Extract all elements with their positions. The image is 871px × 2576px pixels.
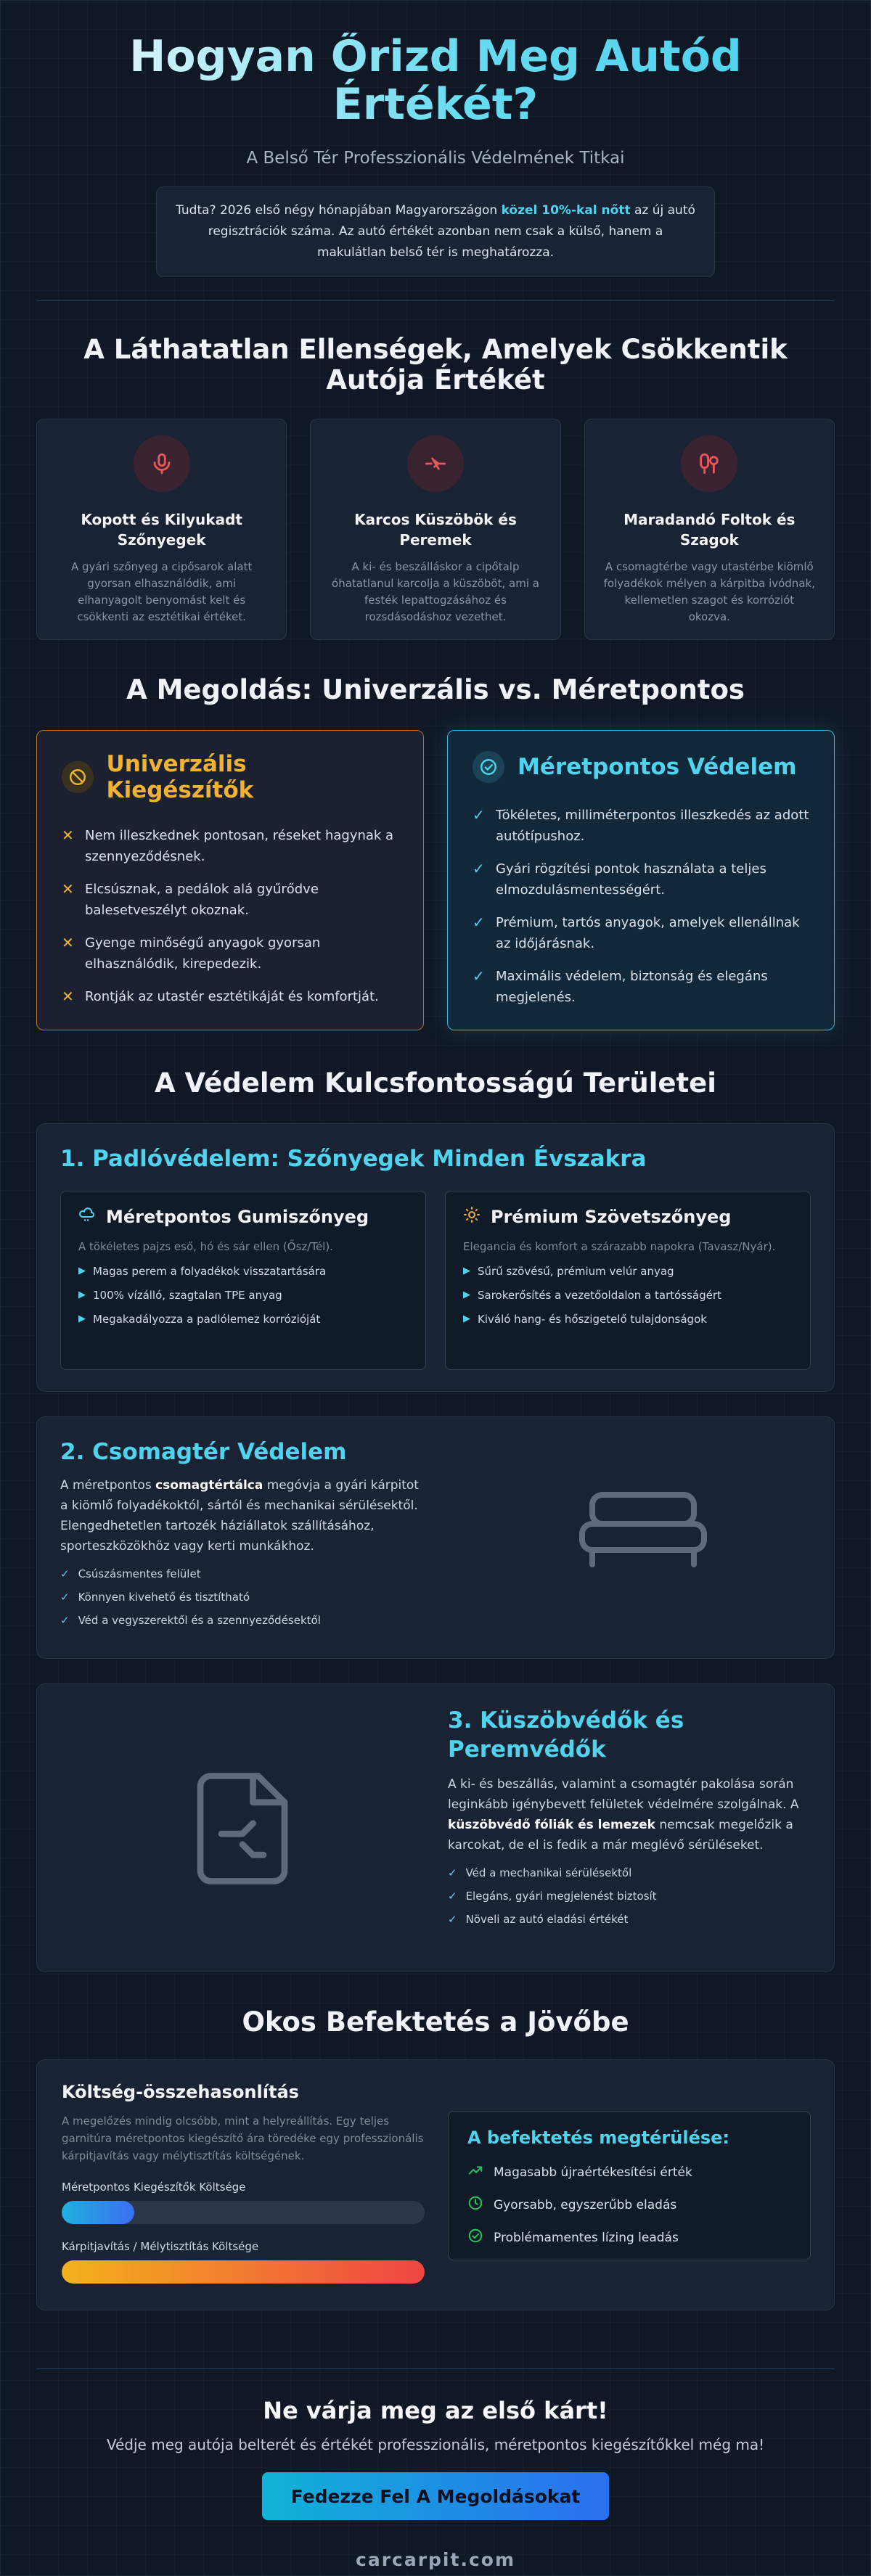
- fitted-title: Méretpontos Védelem: [518, 754, 797, 780]
- sill-desc-bold: küszöbvédő fóliák és lemezek: [448, 1818, 655, 1832]
- cost-title: Költség-összehasonlítás: [62, 2082, 299, 2102]
- roi-item: Magasabb újraértékesítési érték: [467, 2162, 791, 2182]
- list-item: ✓ Véd a vegyszerektől és a szennyeződésektől: [60, 1614, 321, 1627]
- problems-heading: A Láthatatlan Ellenségek, Amelyek Csökkentik Autója Értékét: [83, 334, 788, 395]
- textile-mat-card: [445, 1191, 811, 1370]
- problem-card-stain: [584, 419, 835, 640]
- invest-section: [36, 2059, 835, 2310]
- microphone-icon: [134, 435, 190, 492]
- roi-title: A befektetés megtérülése:: [467, 2128, 730, 2148]
- trunk-protection-section: [36, 1416, 835, 1659]
- intro-highlight: közel 10%-kal nőtt: [501, 203, 631, 218]
- fitted-box: [447, 730, 835, 1030]
- divider: [36, 300, 835, 301]
- triangle-icon: ▶: [78, 1266, 86, 1276]
- sill-list: [448, 1866, 811, 1927]
- clock-icon: [467, 2195, 483, 2215]
- list-item: ✓ Gyári rögzítési pontok használata a teljes elmozdulásmentességért.: [473, 858, 809, 901]
- textile-mat-desc: Elegancia és komfort a szárazabb napokra (Tavasz/Nyár).: [463, 1240, 776, 1253]
- list-item: ✕ Gyenge minőségű anyagok gyorsan elhasználódik, kirepedezik.: [62, 932, 398, 975]
- solution-comparison: [36, 730, 835, 1030]
- problem-card-title: Karcos Küszöbök és Peremek: [354, 511, 517, 549]
- intro-callout: [156, 186, 715, 277]
- list-item: ✓ Elegáns, gyári megjelenést biztosít: [448, 1890, 657, 1903]
- solution-heading: A Megoldás: Univerzális vs. Méretpontos: [126, 674, 745, 705]
- list-item: ✓ Csúszásmentes felület: [60, 1567, 201, 1580]
- problem-cards: [36, 419, 835, 640]
- triangle-icon: ▶: [463, 1313, 470, 1324]
- check-circle-icon: [473, 751, 504, 783]
- triangle-icon: ▶: [78, 1313, 86, 1324]
- list-item: ▶ Megakadályozza a padlólemez korrózióját: [78, 1313, 321, 1326]
- roi-item: Gyorsabb, egyszerűbb eladás: [467, 2195, 791, 2215]
- cost-bar-fill: [62, 2201, 134, 2224]
- check-circle-icon: [467, 2228, 483, 2247]
- bar-label-accessories: Méretpontos Kiegészítők Költsége: [62, 2181, 246, 2194]
- problem-card-text: A ki- és beszálláskor a cipőtalp óhatatlanul karcolja a küszöböt, ami a festék lepattogzásához és rozsdásodáshoz vezethet.: [332, 560, 539, 623]
- trunk-desc-bold: csomagtértálca: [155, 1478, 263, 1493]
- problem-card-carpet: [36, 419, 287, 640]
- rubber-mat-card: [60, 1191, 426, 1370]
- floor-title: 1. Padlóvédelem: Szőnyegek Minden Évszakra: [60, 1146, 647, 1172]
- trunk-title: 2. Csomagtér Védelem: [60, 1439, 347, 1465]
- cross-icon: ✕: [62, 934, 74, 951]
- cta-title: Ne várja meg az első kárt!: [263, 2397, 608, 2424]
- list-item: ▶ Sarokerősítés a vezetőoldalon a tartósságért: [463, 1289, 721, 1302]
- sill-desc: A ki- és beszállás, valamint a csomagtér pakolása során leginkább igénybevett felületek védelmére szolgálnak. A küszöbvédő fóliák és lemezek nemcsak megelőzik a karcokat, de el is fedik a már meglévő sérüléseket.: [448, 1777, 799, 1853]
- triangle-icon: ▶: [463, 1266, 470, 1276]
- stain-icon: [681, 435, 737, 492]
- floor-protection-section: [36, 1123, 835, 1392]
- triangle-icon: ▶: [78, 1289, 86, 1300]
- check-icon: ✓: [448, 1866, 457, 1879]
- cta-button[interactable]: Fedezze Fel A Megoldásokat: [262, 2472, 609, 2520]
- list-item: ✓ Maximális védelem, biztonság és elegáns megjelenés.: [473, 966, 809, 1008]
- sill-protection-section: [36, 1683, 835, 1972]
- list-item: ▶ Kiváló hang- és hőszigetelő tulajdonságok: [463, 1313, 707, 1326]
- page-subtitle: A Belső Tér Professzionális Védelmének Titkai: [246, 149, 625, 168]
- cost-desc: A megelőzés mindig olcsóbb, mint a helyreállítás. Egy teljes garnitúra méretpontos kiegészítő ára töredéke egy professzionális kárpitjavítás vagy mélytisztítás költségének.: [62, 2114, 424, 2162]
- rubber-mat-desc: A tökéletes pajzs eső, hó és sár ellen (Ősz/Tél).: [78, 1240, 333, 1253]
- cta-subtitle: Védje meg autója belterét és értékét professzionális, méretpontos kiegészítőkkel még ma!: [106, 2436, 765, 2453]
- cost-bar-repair: [62, 2260, 425, 2284]
- site-domain: carcarpit.com: [356, 2549, 515, 2570]
- textile-mat-title: Prémium Szövetszőnyeg: [491, 1207, 732, 1227]
- universal-box: [36, 730, 424, 1030]
- file-diff-icon: [179, 1765, 306, 1895]
- check-icon: ✓: [60, 1567, 70, 1580]
- sun-icon: [463, 1206, 481, 1228]
- check-icon: ✓: [473, 860, 485, 877]
- list-item: ✓ Tökéletes, milliméterpontos illeszkedés az adott autótípushoz.: [473, 805, 809, 847]
- check-icon: ✓: [448, 1890, 457, 1903]
- cross-icon: ✕: [62, 826, 74, 844]
- trunk-list: [60, 1567, 423, 1628]
- problem-card-text: A csomagtérbe vagy utastérbe kiömlő folyadékok mélyen a kárpitba ivódnak, kellemetlen szagot és korróziót okozva.: [603, 560, 815, 623]
- ban-icon: [62, 761, 94, 793]
- roi-box: [448, 2111, 811, 2260]
- page-title: Hogyan Őrizd Meg Autód Értékét?: [116, 33, 755, 128]
- list-item: ▶ Magas perem a folyadékok visszatartására: [78, 1265, 327, 1278]
- cross-icon: ✕: [62, 880, 74, 898]
- list-item: ✓ Véd a mechanikai sérülésektől: [448, 1866, 632, 1879]
- check-icon: ✓: [473, 914, 485, 931]
- fitted-list: [473, 805, 809, 1008]
- intro-text-pre: Tudta? 2026 első négy hónapjában Magyarországon: [176, 203, 502, 218]
- scratch-icon: [407, 435, 464, 492]
- rain-icon: [78, 1206, 96, 1228]
- universal-title: Univerzális Kiegészítők: [106, 751, 254, 803]
- list-item: ✕ Nem illeszkednek pontosan, réseket hagynak a szennyeződésnek.: [62, 825, 398, 867]
- trending-up-icon: [467, 2162, 483, 2182]
- sofa-icon: [578, 1486, 708, 1576]
- list-item: ✓ Növeli az autó eladási értékét: [448, 1913, 629, 1926]
- universal-list: [62, 825, 398, 1007]
- check-icon: ✓: [448, 1913, 457, 1926]
- cross-icon: ✕: [62, 988, 74, 1005]
- list-item: ▶ Sűrű szövésű, prémium velúr anyag: [463, 1265, 674, 1278]
- list-item: ✕ Elcsúsznak, a pedálok alá gyűrődve balesetveszélyt okoznak.: [62, 879, 398, 921]
- problem-card-text: A gyári szőnyeg a cipősarok alatt gyorsan elhasználódik, ami elhanyagolt benyomást kelt és csökkenti az esztétikai értéket.: [70, 560, 253, 623]
- areas-heading: A Védelem Kulcsfontosságú Területei: [155, 1067, 716, 1099]
- check-icon: ✓: [60, 1614, 70, 1627]
- bar-label-repair: Kárpitjavítás / Mélytisztítás Költsége: [62, 2240, 259, 2253]
- list-item: ✕ Rontják az utastér esztétikáját és komfortját.: [62, 986, 398, 1007]
- divider: [36, 2368, 835, 2369]
- cost-bar-fill: [62, 2260, 425, 2284]
- rubber-mat-title: Méretpontos Gumiszőnyeg: [106, 1207, 369, 1227]
- check-icon: ✓: [60, 1591, 70, 1604]
- check-icon: ✓: [473, 806, 485, 824]
- invest-heading: Okos Befektetés a Jövőbe: [242, 2006, 629, 2038]
- triangle-icon: ▶: [463, 1289, 470, 1300]
- list-item: ✓ Prémium, tartós anyagok, amelyek ellenállnak az időjárásnak.: [473, 912, 809, 954]
- problem-card-title: Maradandó Foltok és Szagok: [623, 511, 796, 549]
- check-icon: ✓: [473, 967, 485, 985]
- problem-card-title: Kopott és Kilyukadt Szőnyegek: [81, 511, 242, 549]
- roi-item: Problémamentes lízing leadás: [467, 2228, 791, 2247]
- list-item: ▶ 100% vízálló, szagtalan TPE anyag: [78, 1289, 282, 1302]
- sill-title: 3. Küszöbvédők és Peremvédők: [448, 1707, 684, 1763]
- cost-bar-accessories: [62, 2201, 425, 2224]
- problem-card-sill: [310, 419, 560, 640]
- trunk-desc: A méretpontos csomagtértálca megóvja a gyári kárpitot a kiömlő folyadékoktól, sártól és mechanikai sérülésektől. Elengedhetetlen tartozék háziállatok szállításához, sporteszközökhöz vagy kerti munkákhoz.: [60, 1478, 419, 1554]
- intro-text-post: az új autó regisztrációk száma. Az autó értékét azonban nem csak a külső, hanem a makulátlan belső tér is meghatározza.: [208, 203, 695, 260]
- list-item: ✓ Könnyen kivehető és tisztítható: [60, 1591, 250, 1604]
